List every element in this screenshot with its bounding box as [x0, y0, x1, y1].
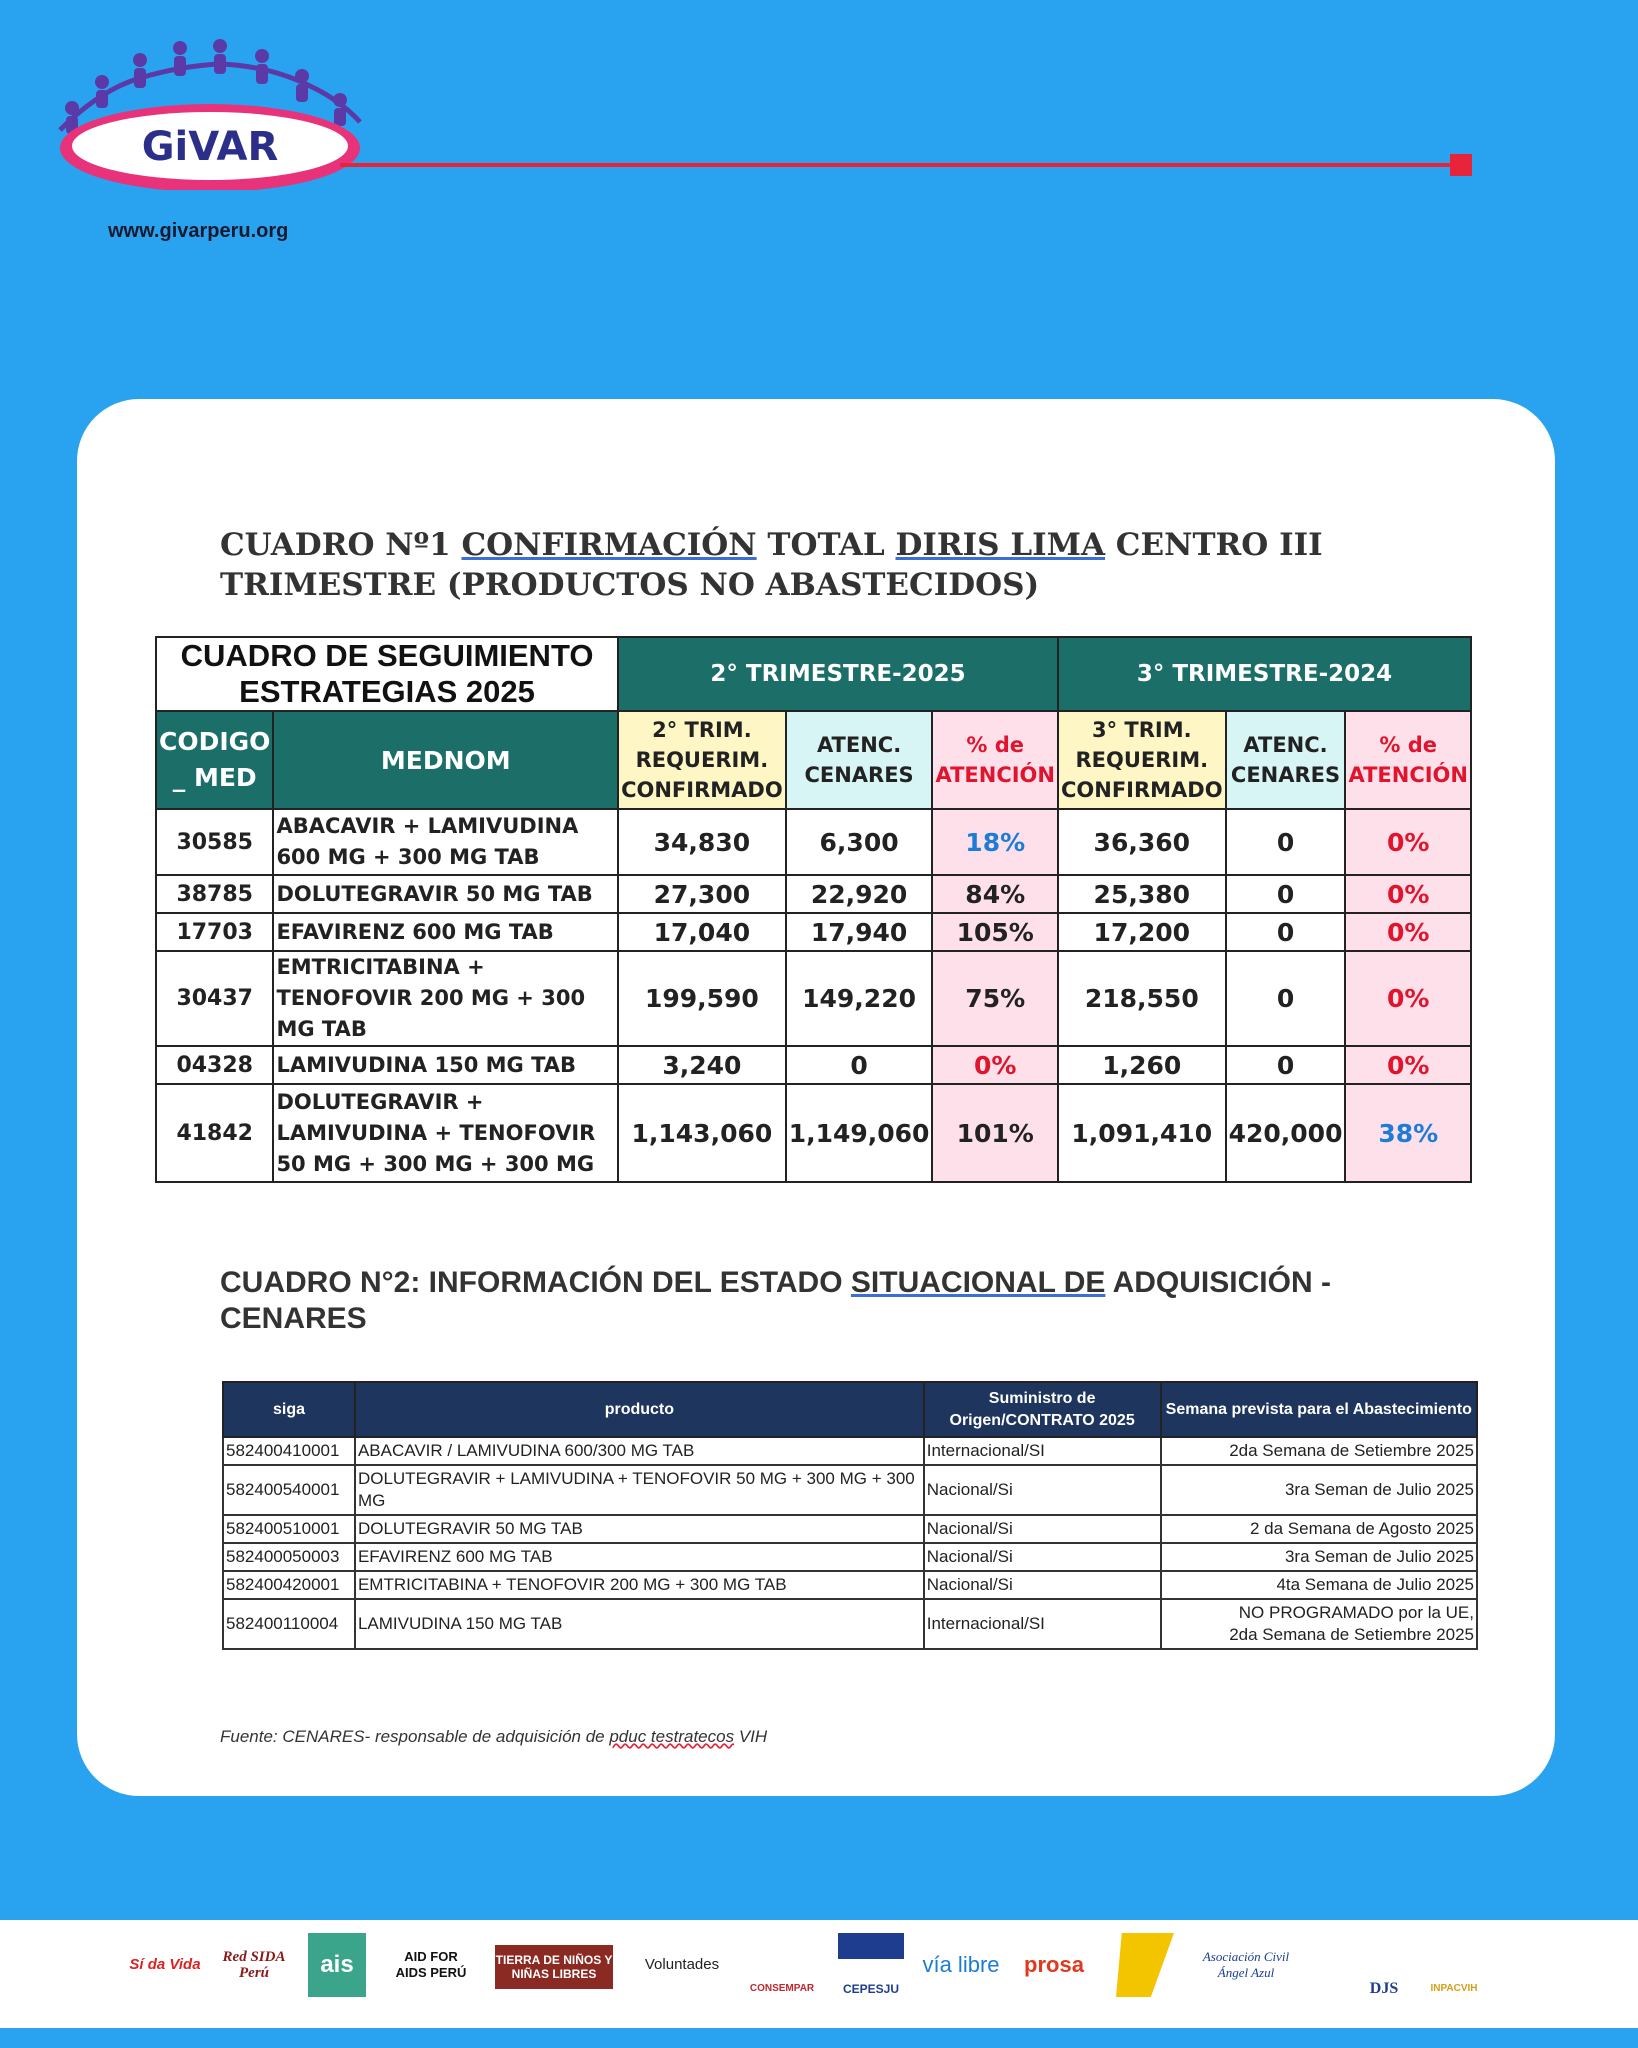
cell-atenc: 0	[786, 1046, 933, 1084]
cell-codigo: 30437	[156, 951, 273, 1046]
table-row	[223, 1465, 1477, 1515]
cell-atenc: 0	[1226, 913, 1346, 951]
table-row	[223, 1543, 1477, 1571]
cell-atenc: 0	[1226, 875, 1346, 913]
col-producto: producto	[355, 1382, 924, 1437]
partner-logo: INPACVIH	[1430, 1983, 1478, 1994]
cell-pct: 18%	[932, 809, 1058, 875]
col-semana: Semana prevista para el Abastecimiento	[1161, 1382, 1478, 1437]
cell-siga: 582400050003	[223, 1543, 355, 1571]
cell-producto: ABACAVIR / LAMIVUDINA 600/300 MG TAB	[355, 1437, 924, 1465]
cell-req: 199,590	[618, 951, 786, 1046]
cell-suministro: Internacional/SI	[924, 1599, 1161, 1649]
cuadro2-heading-part: ADQUISICIÓN -	[1105, 1266, 1331, 1299]
source-note-part: Fuente: CENARES- responsable de adquisición de	[220, 1727, 610, 1746]
cell-semana: 2 da Semana de Agosto 2025	[1161, 1515, 1478, 1543]
cell-suministro: Internacional/SI	[924, 1437, 1161, 1465]
group-header-2024: 3° TRIMESTRE-2024	[1058, 637, 1471, 711]
cuadro1-heading-part: CENTRO III	[1105, 527, 1323, 563]
source-note-part: VIH	[734, 1727, 768, 1746]
cell-suministro: Nacional/Si	[924, 1571, 1161, 1599]
col-pct-label: % de	[966, 733, 1025, 757]
acquisition-table	[222, 1381, 1478, 1650]
cell-nombre: DOLUTEGRAVIR + LAMIVUDINA + TENOFOVIR 50 MG + 300 MG + 300 MG	[273, 1084, 618, 1182]
col-suministro: Suministro de Origen/CONTRATO 2025	[924, 1382, 1161, 1437]
col-req-2024: 3° TRIM. REQUERIM. CONFIRMADO	[1058, 711, 1226, 809]
cell-semana-line: NO PROGRAMADO por la UE,	[1238, 1603, 1474, 1622]
cell-pct: 38%	[1345, 1084, 1471, 1182]
partner-logo: ais	[308, 1933, 366, 1997]
cell-req: 1,260	[1058, 1046, 1226, 1084]
partner-logo: Voluntades	[644, 1956, 720, 1973]
group-header-2025: 2° TRIMESTRE-2025	[618, 637, 1058, 711]
cell-siga: 582400510001	[223, 1515, 355, 1543]
table-row	[223, 1571, 1477, 1599]
cell-pct: 84%	[932, 875, 1058, 913]
givar-logo	[40, 30, 380, 190]
col-pct-2024	[1345, 711, 1471, 809]
cell-semana: 3ra Seman de Julio 2025	[1161, 1465, 1478, 1515]
cell-req: 1,091,410	[1058, 1084, 1226, 1182]
cell-atenc: 0	[1226, 951, 1346, 1046]
cell-pct: 0%	[1345, 951, 1471, 1046]
cell-siga: 582400540001	[223, 1465, 355, 1515]
col-pct-label: ATENCIÓN	[935, 763, 1055, 787]
cell-req: 3,240	[618, 1046, 786, 1084]
col-req-2025: 2° TRIM. REQUERIM. CONFIRMADO	[618, 711, 786, 809]
cell-codigo: 41842	[156, 1084, 273, 1182]
header-rule-end	[1450, 154, 1472, 176]
cell-semana: 3ra Seman de Julio 2025	[1161, 1543, 1478, 1571]
cuadro2-heading-line2: CENARES	[220, 1302, 367, 1335]
partner-logo: AID FOR AIDS PERÚ	[395, 1949, 467, 1980]
cell-semana	[1161, 1599, 1478, 1649]
cell-nombre: LAMIVUDINA 150 MG TAB	[273, 1046, 618, 1084]
partner-logo: CEPESJU	[838, 1933, 904, 1997]
cell-producto: EFAVIRENZ 600 MG TAB	[355, 1543, 924, 1571]
cell-pct: 0%	[1345, 1046, 1471, 1084]
header-rule	[340, 163, 1462, 167]
cell-producto: LAMIVUDINA 150 MG TAB	[355, 1599, 924, 1649]
cell-suministro: Nacional/Si	[924, 1543, 1161, 1571]
table-row	[156, 809, 1471, 875]
cell-atenc: 1,149,060	[786, 1084, 933, 1182]
cell-pct: 0%	[1345, 913, 1471, 951]
cell-semana: 4ta Semana de Julio 2025	[1161, 1571, 1478, 1599]
cell-req: 25,380	[1058, 875, 1226, 913]
cuadro2-heading-part: CUADRO N°2: INFORMACIÓN DEL ESTADO	[220, 1266, 851, 1299]
tracking-table	[155, 636, 1472, 1183]
cell-atenc: 17,940	[786, 913, 933, 951]
cell-req: 1,143,060	[618, 1084, 786, 1182]
table-row	[223, 1599, 1477, 1649]
cell-producto: DOLUTEGRAVIR + LAMIVUDINA + TENOFOVIR 50 MG + 300 MG + 300 MG	[355, 1465, 924, 1515]
cell-siga: 582400410001	[223, 1437, 355, 1465]
table-row	[223, 1437, 1477, 1465]
cell-codigo: 38785	[156, 875, 273, 913]
cell-atenc: 149,220	[786, 951, 933, 1046]
source-note	[220, 1727, 767, 1747]
cell-atenc: 0	[1226, 809, 1346, 875]
cuadro1-heading-part: DIRIS LIMA	[895, 527, 1106, 563]
partner-logo: TIERRA DE NIÑOS Y NIÑAS LIBRES	[495, 1945, 613, 1989]
cell-pct: 75%	[932, 951, 1058, 1046]
col-codigo: CODIGO _ MED	[156, 711, 273, 809]
cell-pct: 0%	[1345, 809, 1471, 875]
cell-pct: 101%	[932, 1084, 1058, 1182]
cell-siga: 582400420001	[223, 1571, 355, 1599]
partner-logo: vía libre	[922, 1952, 1000, 1977]
cell-atenc: 0	[1226, 1046, 1346, 1084]
col-atenc-2025: ATENC. CENARES	[786, 711, 933, 809]
col-pct-label: % de	[1379, 733, 1438, 757]
partner-logo: Asociación Civil Ángel Azul	[1202, 1949, 1290, 1980]
cell-req: 36,360	[1058, 809, 1226, 875]
cell-codigo: 17703	[156, 913, 273, 951]
partner-logo: Sí da Vida	[129, 1956, 201, 1973]
source-note-part: pduc testratecos	[609, 1727, 735, 1746]
cuadro2-heading	[220, 1265, 1331, 1337]
table-row	[156, 913, 1471, 951]
col-mednom: MEDNOM	[273, 711, 618, 809]
cell-req: 17,040	[618, 913, 786, 951]
cell-codigo: 30585	[156, 809, 273, 875]
table-title: CUADRO DE SEGUIMIENTO ESTRATEGIAS 2025	[156, 637, 618, 711]
cell-nombre: ABACAVIR + LAMIVUDINA 600 MG + 300 MG TAB	[273, 809, 618, 875]
cell-atenc: 420,000	[1226, 1084, 1346, 1182]
cuadro1-heading-part: TOTAL	[756, 527, 896, 563]
partner-logo: CONSEMPAR	[749, 1983, 815, 1994]
cell-pct: 0%	[932, 1046, 1058, 1084]
partner-logo: Red SIDA Perú	[222, 1949, 286, 1981]
col-pct-label: ATENCIÓN	[1348, 763, 1468, 787]
partner-logo: prosa	[1024, 1952, 1084, 1977]
cell-nombre: EFAVIRENZ 600 MG TAB	[273, 913, 618, 951]
cell-req: 218,550	[1058, 951, 1226, 1046]
footer-bar	[0, 2028, 1638, 2048]
cell-nombre: EMTRICITABINA + TENOFOVIR 200 MG + 300 MG TAB	[273, 951, 618, 1046]
table-row	[156, 875, 1471, 913]
website-link[interactable]: www.givarperu.org	[108, 220, 289, 242]
cell-suministro: Nacional/Si	[924, 1515, 1161, 1543]
logo-text: GiVAR	[141, 124, 279, 170]
cuadro1-heading-part: CONFIRMACIÓN	[461, 527, 757, 563]
cell-atenc: 6,300	[786, 809, 933, 875]
cell-nombre: DOLUTEGRAVIR 50 MG TAB	[273, 875, 618, 913]
cell-siga: 582400110004	[223, 1599, 355, 1649]
cell-producto: DOLUTEGRAVIR 50 MG TAB	[355, 1515, 924, 1543]
table-row	[156, 1084, 1471, 1182]
cell-semana: 2da Semana de Setiembre 2025	[1161, 1437, 1478, 1465]
partner-logo: DJS	[1369, 1980, 1399, 1997]
cell-pct: 105%	[932, 913, 1058, 951]
cell-atenc: 22,920	[786, 875, 933, 913]
cell-semana-line: 2da Semana de Setiembre 2025	[1229, 1625, 1474, 1644]
cell-codigo: 04328	[156, 1046, 273, 1084]
cuadro1-heading-part: CUADRO Nº1	[220, 527, 462, 563]
cell-suministro: Nacional/Si	[924, 1465, 1161, 1515]
table-row	[156, 1046, 1471, 1084]
col-siga: siga	[223, 1382, 355, 1437]
table-row	[156, 951, 1471, 1046]
cell-req: 17,200	[1058, 913, 1226, 951]
cuadro2-heading-part: SITUACIONAL DE	[850, 1266, 1106, 1299]
cell-req: 27,300	[618, 875, 786, 913]
cell-pct: 0%	[1345, 875, 1471, 913]
cell-producto: EMTRICITABINA + TENOFOVIR 200 MG + 300 MG TAB	[355, 1571, 924, 1599]
cuadro1-heading	[220, 525, 1323, 605]
cuadro1-heading-line2: TRIMESTRE (PRODUCTOS NO ABASTECIDOS)	[220, 567, 1040, 603]
col-atenc-2024: ATENC. CENARES	[1226, 711, 1346, 809]
table-row	[223, 1515, 1477, 1543]
col-pct-2025	[932, 711, 1058, 809]
cell-req: 34,830	[618, 809, 786, 875]
